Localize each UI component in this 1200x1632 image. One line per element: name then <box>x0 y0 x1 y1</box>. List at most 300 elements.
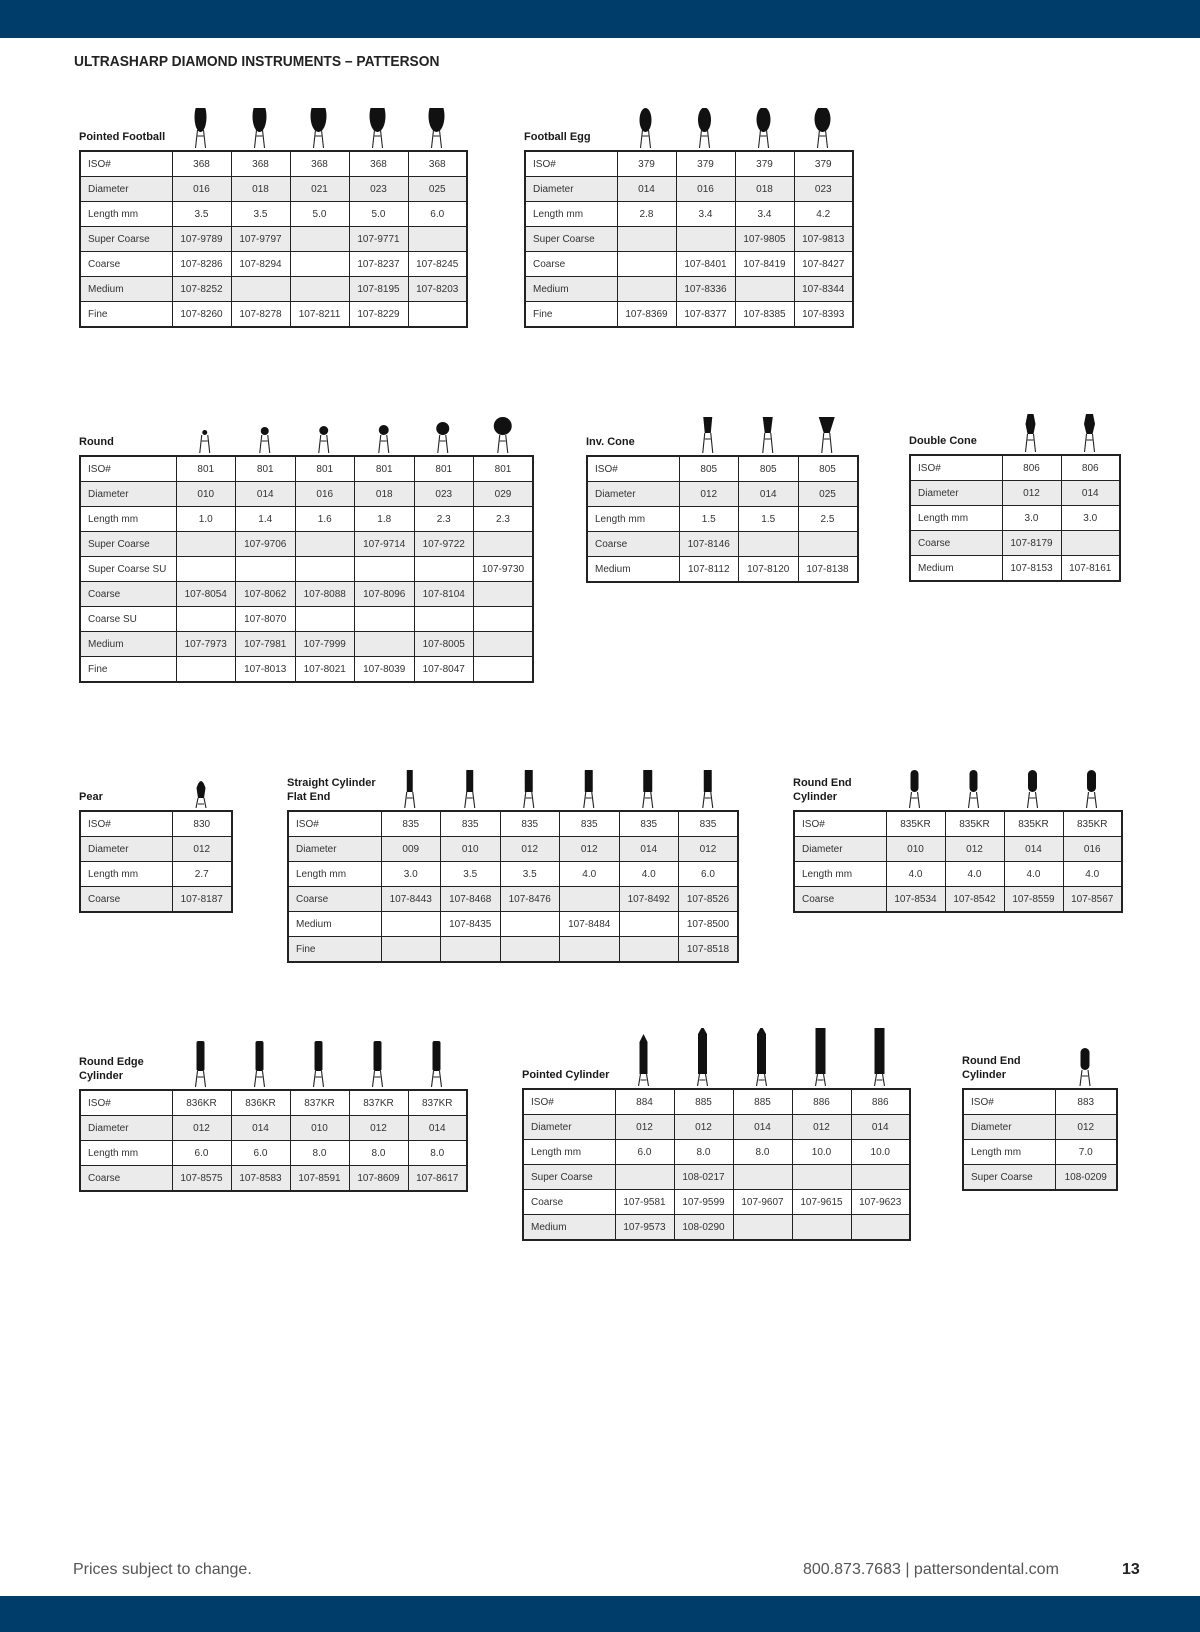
table-cell: 010 <box>176 482 236 507</box>
table-cell: 5.0 <box>349 202 408 227</box>
round-edge-cylinder-bur-icon <box>348 1039 407 1089</box>
table-cell: 107-9730 <box>474 557 534 582</box>
row-label: Length mm <box>80 507 176 532</box>
table-row <box>80 302 467 328</box>
row-label: Coarse <box>80 1166 172 1192</box>
spec-section <box>524 108 852 336</box>
spec-section <box>79 413 532 693</box>
row-label: ISO# <box>80 456 176 482</box>
table-cell: 014 <box>739 482 799 507</box>
table-row <box>794 887 1122 913</box>
iso-number-cell: 885 <box>674 1089 733 1115</box>
table-cell: 4.0 <box>886 862 945 887</box>
table-cell: 107-8518 <box>679 937 739 963</box>
table-cell <box>617 277 676 302</box>
row-label: Medium <box>288 912 381 937</box>
table-cell: 012 <box>1002 481 1061 506</box>
spec-table <box>962 1088 1118 1191</box>
spec-table <box>586 455 859 583</box>
section-title: Inv. Cone <box>586 436 635 448</box>
iso-number-cell: 801 <box>355 456 415 482</box>
table-cell: 107-8104 <box>414 582 474 607</box>
table-cell: 6.0 <box>679 862 739 887</box>
table-cell <box>355 557 415 582</box>
table-row <box>80 177 467 202</box>
round-end-cylinder-bur-icon <box>1054 1038 1116 1088</box>
round-bur-icon <box>413 413 473 455</box>
spec-section <box>522 1028 909 1248</box>
table-cell: 016 <box>676 177 735 202</box>
iso-number-cell: 835KR <box>1004 811 1063 837</box>
pointed-football-bur-icon <box>230 108 289 150</box>
iso-number-cell: 886 <box>792 1089 851 1115</box>
spec-section <box>909 412 1119 588</box>
table-cell <box>176 557 236 582</box>
table-cell: 8.0 <box>674 1140 733 1165</box>
table-cell: 012 <box>500 837 560 862</box>
table-cell <box>414 557 474 582</box>
table-cell: 107-9607 <box>733 1190 792 1215</box>
table-cell: 2.3 <box>474 507 534 532</box>
table-cell: 6.0 <box>615 1140 674 1165</box>
table-cell <box>739 532 799 557</box>
football-egg-bur-icon <box>675 108 734 150</box>
inverted-cone-bur-icon <box>738 413 798 455</box>
table-cell: 1.5 <box>679 507 739 532</box>
iso-number-cell: 368 <box>172 151 231 177</box>
table-row <box>80 657 533 683</box>
flat-end-cylinder-bur-icon <box>440 768 500 810</box>
row-label: Diameter <box>525 177 617 202</box>
table-cell: 107-8526 <box>679 887 739 912</box>
round-bur-icon <box>354 413 414 455</box>
row-label: ISO# <box>963 1089 1055 1115</box>
table-row <box>910 531 1120 556</box>
table-cell: 107-8492 <box>619 887 679 912</box>
row-label: Length mm <box>963 1140 1055 1165</box>
spec-section <box>79 768 231 918</box>
round-edge-cylinder-bur-icon <box>289 1039 348 1089</box>
iso-number-cell: 379 <box>794 151 853 177</box>
table-cell <box>176 657 236 683</box>
spec-section <box>793 768 1121 918</box>
table-row <box>80 557 533 582</box>
spec-section <box>79 108 466 336</box>
table-row <box>523 1115 910 1140</box>
table-cell: 108-0209 <box>1055 1165 1117 1191</box>
table-cell: 012 <box>945 837 1004 862</box>
table-row <box>80 482 533 507</box>
table-cell <box>560 887 620 912</box>
table-row <box>963 1140 1117 1165</box>
flat-end-cylinder-bur-icon <box>499 768 559 810</box>
table-cell: 2.5 <box>798 507 858 532</box>
row-label: Coarse <box>80 582 176 607</box>
table-cell: 107-8039 <box>355 657 415 683</box>
row-label: Coarse <box>910 531 1002 556</box>
iso-number-cell: 886 <box>851 1089 910 1115</box>
row-label: Length mm <box>794 862 886 887</box>
table-cell: 108-0217 <box>674 1165 733 1190</box>
iso-number-cell: 368 <box>349 151 408 177</box>
table-cell <box>560 937 620 963</box>
spec-table <box>287 810 739 963</box>
table-cell: 107-8583 <box>231 1166 290 1192</box>
table-cell: 012 <box>792 1115 851 1140</box>
table-cell: 012 <box>615 1115 674 1140</box>
round-edge-cylinder-bur-icon <box>230 1039 289 1089</box>
table-cell: 107-7973 <box>176 632 236 657</box>
table-cell: 016 <box>295 482 355 507</box>
round-bur-icon <box>294 413 354 455</box>
table-cell <box>176 532 236 557</box>
table-cell: 021 <box>290 177 349 202</box>
table-cell <box>408 227 467 252</box>
row-label: Medium <box>523 1215 615 1241</box>
iso-number-cell: 801 <box>295 456 355 482</box>
table-cell: 014 <box>408 1116 467 1141</box>
table-cell <box>474 582 534 607</box>
table-cell: 107-8286 <box>172 252 231 277</box>
table-cell <box>474 632 534 657</box>
table-cell: 014 <box>1061 481 1120 506</box>
table-row <box>963 1115 1117 1140</box>
iso-number-cell: 835KR <box>886 811 945 837</box>
spec-section <box>586 413 857 589</box>
table-cell: 107-8468 <box>441 887 501 912</box>
table-cell: 1.5 <box>739 507 799 532</box>
table-cell <box>474 532 534 557</box>
spec-table <box>79 150 468 328</box>
row-label: Medium <box>587 557 679 583</box>
row-label: Diameter <box>80 177 172 202</box>
table-cell: 010 <box>290 1116 349 1141</box>
table-cell <box>408 302 467 328</box>
table-row <box>910 506 1120 531</box>
iso-number-cell: 805 <box>739 456 799 482</box>
table-row <box>80 1090 467 1116</box>
table-row <box>523 1190 910 1215</box>
table-cell: 107-7999 <box>295 632 355 657</box>
row-label: ISO# <box>80 1090 172 1116</box>
inverted-cone-bur-icon <box>678 413 738 455</box>
row-label: Medium <box>80 277 172 302</box>
row-label: Diameter <box>80 482 176 507</box>
table-cell: 107-9805 <box>735 227 794 252</box>
table-row <box>794 837 1122 862</box>
row-label: Coarse <box>80 887 172 913</box>
iso-number-cell: 805 <box>798 456 858 482</box>
row-label: Diameter <box>523 1115 615 1140</box>
table-cell <box>619 912 679 937</box>
row-label: ISO# <box>80 151 172 177</box>
round-edge-cylinder-bur-icon <box>171 1039 230 1089</box>
table-cell: 6.0 <box>172 1141 231 1166</box>
table-cell: 107-8237 <box>349 252 408 277</box>
double-cone-bur-icon <box>1060 412 1119 454</box>
table-cell: 3.5 <box>172 202 231 227</box>
row-label: ISO# <box>587 456 679 482</box>
table-row <box>525 177 853 202</box>
flat-end-cylinder-bur-icon <box>380 768 440 810</box>
row-label: Coarse <box>525 252 617 277</box>
row-label: Coarse <box>523 1190 615 1215</box>
table-row <box>525 227 853 252</box>
row-label: Fine <box>525 302 617 328</box>
round-end-cylinder-bur-icon <box>944 768 1003 810</box>
table-cell: 107-8476 <box>500 887 560 912</box>
table-cell: 107-8336 <box>676 277 735 302</box>
table-cell: 025 <box>798 482 858 507</box>
table-cell: 107-8047 <box>414 657 474 683</box>
table-cell: 3.4 <box>676 202 735 227</box>
table-cell: 10.0 <box>792 1140 851 1165</box>
row-label: Diameter <box>794 837 886 862</box>
row-label: ISO# <box>80 811 172 837</box>
table-cell <box>792 1165 851 1190</box>
table-cell: 107-8203 <box>408 277 467 302</box>
table-row <box>910 455 1120 481</box>
table-cell <box>381 937 441 963</box>
table-cell: 107-8088 <box>295 582 355 607</box>
table-cell: 107-8542 <box>945 887 1004 913</box>
iso-number-cell: 801 <box>236 456 296 482</box>
table-cell: 107-9722 <box>414 532 474 557</box>
pear-bur-icon <box>171 768 231 810</box>
table-cell <box>619 937 679 963</box>
table-cell: 4.0 <box>1004 862 1063 887</box>
table-cell: 012 <box>349 1116 408 1141</box>
iso-number-cell: 835 <box>560 811 620 837</box>
table-cell: 018 <box>735 177 794 202</box>
table-cell: 107-8427 <box>794 252 853 277</box>
row-label: Super Coarse <box>523 1165 615 1190</box>
iso-number-cell: 835 <box>500 811 560 837</box>
table-cell: 107-8260 <box>172 302 231 328</box>
table-cell <box>290 227 349 252</box>
round-bur-icon <box>473 413 533 455</box>
top-brand-band <box>0 0 1200 38</box>
table-cell: 4.2 <box>794 202 853 227</box>
table-cell: 1.6 <box>295 507 355 532</box>
table-cell: 107-9797 <box>231 227 290 252</box>
table-cell <box>500 912 560 937</box>
table-row <box>525 302 853 328</box>
table-cell: 3.5 <box>500 862 560 887</box>
table-row <box>288 912 738 937</box>
pointed-cylinder-bur-icon <box>732 1028 791 1088</box>
row-label: ISO# <box>525 151 617 177</box>
table-cell: 107-8252 <box>172 277 231 302</box>
table-row <box>910 556 1120 582</box>
round-bur-icon <box>175 413 235 455</box>
table-cell: 8.0 <box>733 1140 792 1165</box>
table-cell: 107-8609 <box>349 1166 408 1192</box>
table-row <box>80 607 533 632</box>
table-cell: 107-9706 <box>236 532 296 557</box>
pointed-football-bur-icon <box>348 108 407 150</box>
table-row <box>80 252 467 277</box>
table-cell: 8.0 <box>290 1141 349 1166</box>
table-cell <box>474 607 534 632</box>
table-cell: 107-9789 <box>172 227 231 252</box>
spec-section <box>962 1038 1116 1196</box>
row-label: Medium <box>80 632 176 657</box>
row-label: Length mm <box>910 506 1002 531</box>
iso-number-cell: 835KR <box>945 811 1004 837</box>
table-cell: 107-8138 <box>798 557 858 583</box>
table-cell: 107-8443 <box>381 887 441 912</box>
table-cell: 107-8187 <box>172 887 232 913</box>
table-cell <box>798 532 858 557</box>
pointed-cylinder-bur-icon <box>850 1028 909 1088</box>
row-label: Fine <box>288 937 381 963</box>
table-cell: 5.0 <box>290 202 349 227</box>
table-cell: 107-8559 <box>1004 887 1063 913</box>
section-title: Round <box>79 436 114 448</box>
table-row <box>80 862 232 887</box>
table-cell: 107-8534 <box>886 887 945 913</box>
table-cell <box>176 607 236 632</box>
table-cell: 016 <box>1063 837 1122 862</box>
section-title: Round Edge Cylinder <box>79 1056 144 1082</box>
iso-number-cell: 835 <box>679 811 739 837</box>
iso-number-cell: 806 <box>1002 455 1061 481</box>
table-cell: 107-8096 <box>355 582 415 607</box>
table-cell: 107-8146 <box>679 532 739 557</box>
section-title: Football Egg <box>524 131 591 143</box>
table-cell <box>500 937 560 963</box>
table-row <box>80 1141 467 1166</box>
table-cell: 107-8278 <box>231 302 290 328</box>
row-label: Fine <box>80 302 172 328</box>
table-cell: 3.0 <box>1061 506 1120 531</box>
table-cell: 107-9573 <box>615 1215 674 1241</box>
table-cell <box>295 607 355 632</box>
table-row <box>525 277 853 302</box>
table-cell <box>733 1215 792 1241</box>
row-label: Super Coarse <box>963 1165 1055 1191</box>
table-cell: 107-8179 <box>1002 531 1061 556</box>
iso-number-cell: 835 <box>441 811 501 837</box>
table-cell: 025 <box>408 177 467 202</box>
section-title: Round End Cylinder <box>793 777 852 803</box>
table-cell: 2.3 <box>414 507 474 532</box>
table-row <box>525 252 853 277</box>
table-row <box>80 1116 467 1141</box>
table-cell: 010 <box>886 837 945 862</box>
iso-number-cell: 835KR <box>1063 811 1122 837</box>
table-row <box>794 862 1122 887</box>
table-row <box>80 151 467 177</box>
table-cell: 107-8344 <box>794 277 853 302</box>
round-end-cylinder-bur-icon <box>1003 768 1062 810</box>
table-cell: 107-7981 <box>236 632 296 657</box>
table-cell: 107-8419 <box>735 252 794 277</box>
table-cell: 107-8229 <box>349 302 408 328</box>
table-cell: 014 <box>733 1115 792 1140</box>
iso-number-cell: 801 <box>176 456 236 482</box>
table-cell <box>735 277 794 302</box>
table-cell: 1.4 <box>236 507 296 532</box>
table-cell <box>617 227 676 252</box>
spec-section <box>287 768 737 970</box>
row-label: Diameter <box>587 482 679 507</box>
table-cell: 012 <box>172 1116 231 1141</box>
row-label: Coarse <box>80 252 172 277</box>
spec-table <box>79 1089 468 1192</box>
iso-number-cell: 884 <box>615 1089 674 1115</box>
section-title: Pear <box>79 791 103 803</box>
table-row <box>523 1165 910 1190</box>
iso-number-cell: 805 <box>679 456 739 482</box>
table-row <box>80 507 533 532</box>
table-cell: 107-8369 <box>617 302 676 328</box>
table-row <box>963 1165 1117 1191</box>
row-label: Medium <box>910 556 1002 582</box>
row-label: Coarse <box>288 887 381 912</box>
flat-end-cylinder-bur-icon <box>618 768 678 810</box>
row-label: Diameter <box>80 837 172 862</box>
iso-number-cell: 368 <box>408 151 467 177</box>
table-row <box>288 837 738 862</box>
pointed-cylinder-bur-icon <box>673 1028 732 1088</box>
round-edge-cylinder-bur-icon <box>407 1039 466 1089</box>
table-cell: 107-9714 <box>355 532 415 557</box>
table-cell: 012 <box>679 837 739 862</box>
pointed-cylinder-bur-icon <box>614 1028 673 1088</box>
table-cell: 107-8484 <box>560 912 620 937</box>
table-cell <box>414 607 474 632</box>
table-row <box>288 887 738 912</box>
row-label: Super Coarse <box>80 532 176 557</box>
spec-table <box>793 810 1123 913</box>
table-row <box>587 482 858 507</box>
pointed-football-bur-icon <box>171 108 230 150</box>
table-cell: 1.0 <box>176 507 236 532</box>
row-label: Coarse <box>587 532 679 557</box>
table-cell: 4.0 <box>619 862 679 887</box>
row-label: Length mm <box>80 862 172 887</box>
table-cell: 3.0 <box>1002 506 1061 531</box>
table-cell: 107-9581 <box>615 1190 674 1215</box>
iso-number-cell: 379 <box>617 151 676 177</box>
spec-section <box>79 1039 466 1197</box>
table-cell: 107-9623 <box>851 1190 910 1215</box>
table-cell: 107-8435 <box>441 912 501 937</box>
table-cell: 014 <box>619 837 679 862</box>
table-cell <box>851 1215 910 1241</box>
row-label: Coarse SU <box>80 607 176 632</box>
table-cell: 2.8 <box>617 202 676 227</box>
table-cell: 023 <box>349 177 408 202</box>
table-cell <box>617 252 676 277</box>
table-row <box>523 1089 910 1115</box>
table-cell: 107-8195 <box>349 277 408 302</box>
table-cell <box>733 1165 792 1190</box>
table-cell <box>290 277 349 302</box>
table-cell: 107-8021 <box>295 657 355 683</box>
table-cell: 107-9615 <box>792 1190 851 1215</box>
table-cell <box>474 657 534 683</box>
table-cell: 107-8112 <box>679 557 739 583</box>
section-title: Straight Cylinder Flat End <box>287 777 376 803</box>
table-cell: 014 <box>851 1115 910 1140</box>
row-label: Length mm <box>288 862 381 887</box>
table-row <box>80 582 533 607</box>
table-cell: 107-8575 <box>172 1166 231 1192</box>
table-cell <box>295 557 355 582</box>
